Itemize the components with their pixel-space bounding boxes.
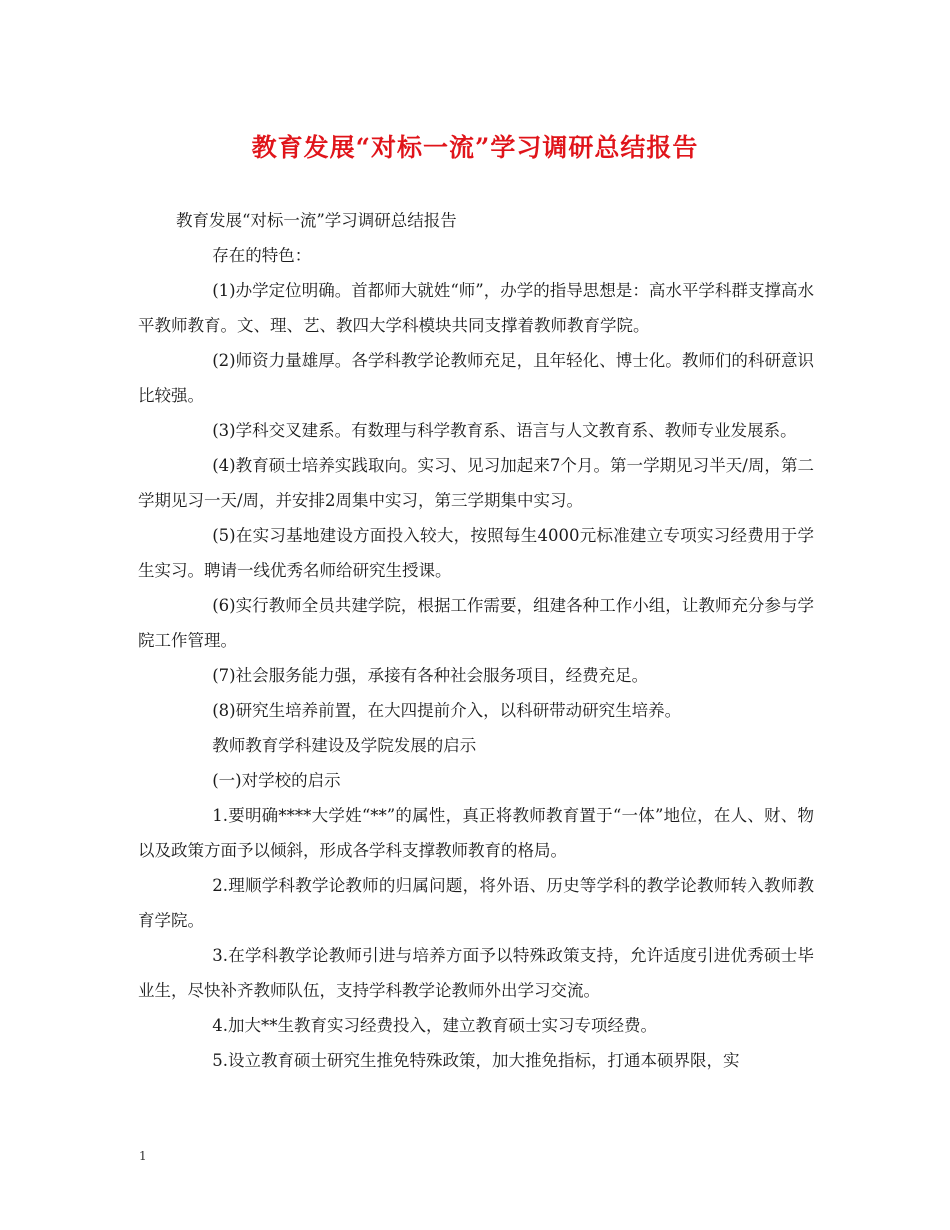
paragraph: 2.理顺学科教学论教师的归属问题，将外语、历史等学科的教学论教师转入教师教育学院。 (138, 876, 814, 930)
document-title: 教育发展“对标一流”学习调研总结报告 (251, 133, 699, 162)
paragraph: 4.加大**生教育实习经费投入，建立教育硕士实习专项经费。 (212, 1016, 657, 1035)
section-heading-insights: 教师教育学科建设及学院发展的启示 (212, 736, 477, 755)
paragraph: (8)研究生培养前置，在大四提前介入，以科研带动研究生培养。 (212, 701, 682, 720)
paragraph: (2)师资力量雄厚。各学科教学论教师充足，且年轻化、博士化。教师们的科研意识比较强。 (138, 351, 814, 405)
page-number: 1 (139, 1149, 147, 1163)
paragraph: 1.要明确****大学姓“**”的属性，真正将教师教育置于“一体”地位，在人、财、物以及政策方面予以倾斜，形成各学科支撑教师教育的格局。 (138, 806, 814, 860)
paragraph: 5.设立教育硕士研究生推免特殊政策，加大推免指标，打通本硕界限，实 (212, 1051, 740, 1070)
paragraph: (3)学科交叉建系。有数理与科学教育系、语言与人文教育系、教师专业发展系。 (212, 421, 797, 440)
subsection-heading-school: (一)对学校的启示 (212, 771, 341, 790)
section-heading-features: 存在的特色： (212, 246, 312, 265)
document-body (138, 203, 814, 1078)
paragraph: (1)办学定位明确。首都师大就姓“师”，办学的指导思想是：高水平学科群支撑高水平教师教育。文、理、艺、教四大学科模块共同支撑着教师教育学院。 (138, 281, 814, 335)
paragraph: (5)在实习基地建设方面投入较大，按照每生4000元标准建立专项实习经费用于学生实习。聘请一线优秀名师给研究生授课。 (138, 526, 814, 580)
subtitle-paragraph: 教育发展“对标一流”学习调研总结报告 (175, 211, 457, 230)
paragraph: (4)教育硕士培养实践取向。实习、见习加起来7个月。第一学期见习半天/周，第二学期见习一天/周，并安排2周集中实习，第三学期集中实习。 (138, 456, 814, 510)
paragraph: (6)实行教师全员共建学院，根据工作需要，组建各种工作小组，让教师充分参与学院工作管理。 (138, 596, 814, 650)
paragraph: (7)社会服务能力强，承接有各种社会服务项目，经费充足。 (212, 666, 649, 685)
paragraph: 3.在学科教学论教师引进与培养方面予以特殊政策支持，允许适度引进优秀硕士毕业生，尽快补齐教师队伍，支持学科教学论教师外出学习交流。 (138, 946, 814, 1000)
